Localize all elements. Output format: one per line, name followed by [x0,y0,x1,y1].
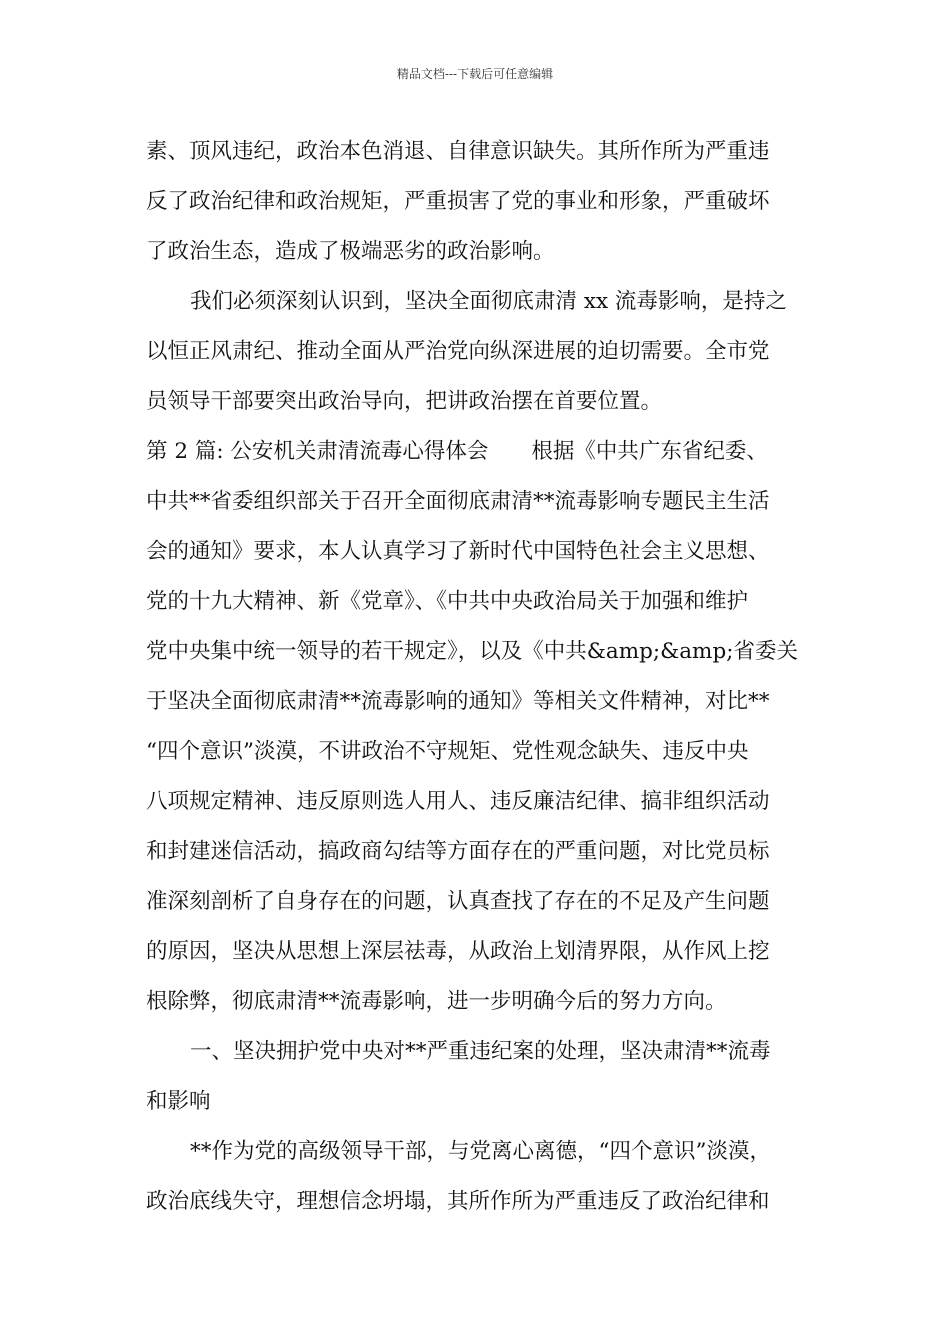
text-line: 素、顶风违纪，政治本色消退、自律意识缺失。其所作所为严重违 [146,139,770,164]
heading-line: 一、坚决拥护党中央对**严重违纪案的处理，坚决肃清**流毒 [190,1039,771,1064]
section-title-line: 第 2 篇: 公安机关肃清流毒心得体会 根据《中共广东省纪委、 [146,439,768,464]
page-header: 精品文档---下载后可任意编辑 [396,67,554,81]
text-line: 八项规定精神、违反原则选人用人、违反廉洁纪律、搞非组织活动 [146,789,770,814]
text-line: 和影响 [146,1089,211,1114]
text-line: 员领导干部要突出政治导向，把讲政治摆在首要位置。 [146,389,663,414]
text-line: 了政治生态，造成了极端恶劣的政治影响。 [146,239,555,264]
text-line: “四个意识”淡漠，不讲政治不守规矩、党性观念缺失、违反中央 [146,739,749,764]
text-line: 反了政治纪律和政治规矩，严重损害了党的事业和形象，严重破坏 [146,189,770,214]
text-line: 于坚决全面彻底肃清**流毒影响的通知》等相关文件精神，对比** [146,689,770,714]
text-line: 以恒正风肃纪、推动全面从严治党向纵深进展的迫切需要。全市党 [146,339,770,364]
text-line: 会的通知》要求，本人认真学习了新时代中国特色社会主义思想、 [146,539,770,564]
text-line: 党的十九大精神、新《党章》、《中共中央政治局关于加强和维护 [146,589,749,614]
text-line: 根除弊，彻底肃清**流毒影响，进一步明确今后的努力方向。 [146,989,727,1014]
text-line: 和封建迷信活动，搞政商勾结等方面存在的严重问题，对比党员标 [146,839,770,864]
text-line: 的原因，坚决从思想上深层祛毒，从政治上划清界限，从作风上挖 [146,939,770,964]
paragraph-first-line: **作为党的高级领导干部，与党离心离德，“四个意识”淡漠， [190,1139,771,1164]
text-line: 准深刻剖析了自身存在的问题，认真查找了存在的不足及产生问题 [146,889,770,914]
text-line: 中共**省委组织部关于召开全面彻底肃清**流毒影响专题民主生活 [146,489,770,514]
paragraph-first-line: 我们必须深刻认识到，坚决全面彻底肃清 xx 流毒影响，是持之 [190,289,787,314]
text-line: 党中央集中统一领导的若干规定》，以及《中共&amp;&amp;省委关 [146,639,798,664]
text-line: 政治底线失守，理想信念坍塌，其所作所为严重违反了政治纪律和 [146,1189,770,1214]
